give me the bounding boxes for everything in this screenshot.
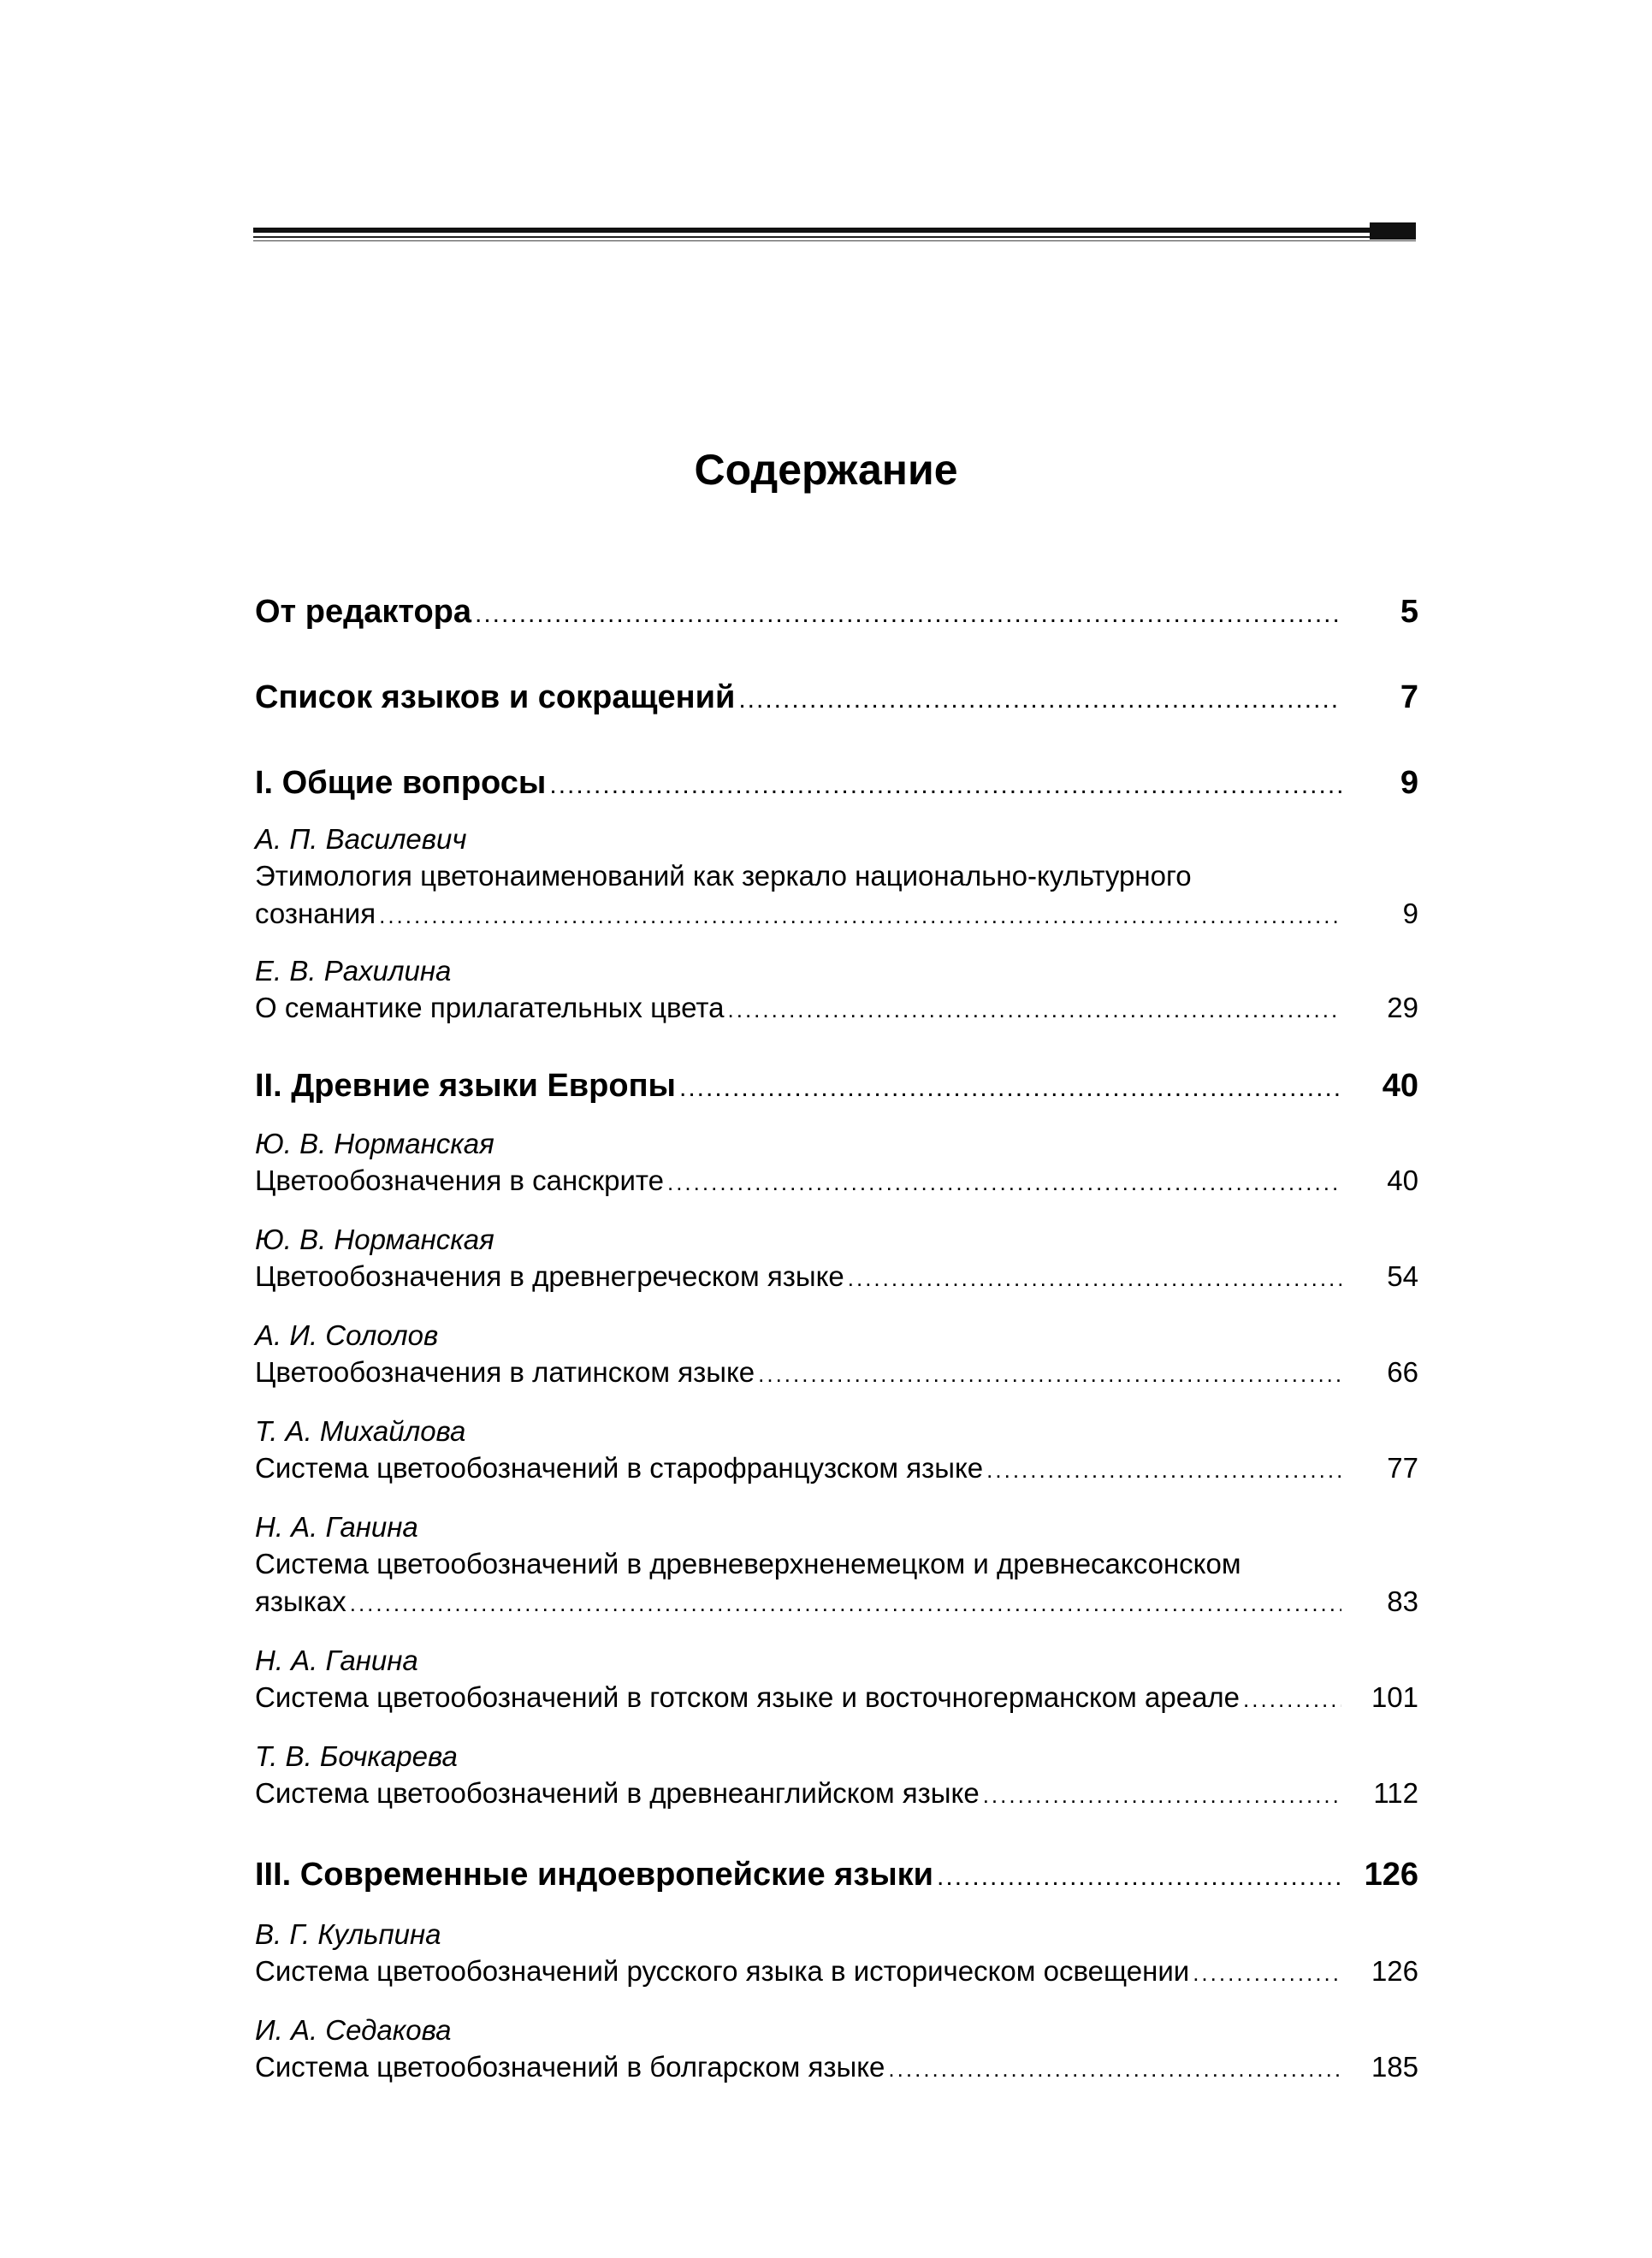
- article-title: Система цветообозначений русского языка в историческом освещении: [255, 1955, 1190, 1987]
- article-author: Н. А. Ганина: [255, 1645, 418, 1676]
- leader-dots: [549, 766, 1341, 805]
- article-title: Система цветообозначений в старофранцузском языке: [255, 1452, 984, 1484]
- page-number: 9: [1402, 898, 1418, 929]
- toc-article[interactable]: [255, 2012, 1418, 2088]
- toc-article[interactable]: [255, 1413, 1418, 1489]
- leader-dots: [475, 595, 1341, 634]
- section-label: От редактора: [255, 594, 472, 630]
- page-number: 54: [1387, 1260, 1418, 1292]
- article-author: Ю. В. Норманская: [255, 1128, 494, 1159]
- page-number: 40: [1382, 1068, 1418, 1104]
- article-title: сознания: [255, 898, 376, 929]
- toc-section[interactable]: [255, 592, 1418, 631]
- toc-section[interactable]: [255, 678, 1418, 717]
- toc-section[interactable]: [255, 1066, 1418, 1105]
- page-number: 40: [1387, 1165, 1418, 1196]
- page-title: Содержание: [694, 446, 958, 494]
- page-number: 7: [1400, 679, 1418, 715]
- leader-dots: [1243, 1680, 1341, 1718]
- toc-article[interactable]: [255, 821, 1418, 934]
- toc-section[interactable]: [255, 1855, 1418, 1894]
- toc-article[interactable]: [255, 1126, 1418, 1201]
- article-author: А. П. Василевич: [255, 823, 467, 855]
- article-title: Система цветообозначений в готском языке и восточногерманском ареале: [255, 1681, 1240, 1713]
- page-number: 77: [1387, 1452, 1418, 1484]
- section-label: Список языков и сокращений: [255, 679, 736, 715]
- leader-dots: [350, 1585, 1341, 1622]
- toc-article[interactable]: [255, 1222, 1418, 1297]
- article-author: Т. В. Бочкарева: [255, 1740, 458, 1772]
- article-title: О семантике прилагательных цвета: [255, 992, 725, 1023]
- article-author: Ю. В. Норманская: [255, 1224, 494, 1255]
- article-title: языках: [255, 1585, 346, 1617]
- section-label: II. Древние языки Европы: [255, 1068, 676, 1104]
- page-number: 185: [1371, 2051, 1418, 2083]
- article-title: Цветообозначения в латинском языке: [255, 1356, 755, 1388]
- article-title: Система цветообозначений в болгарском языке: [255, 2051, 885, 2083]
- article-author: Н. А. Ганина: [255, 1511, 418, 1543]
- leader-dots: [758, 1355, 1341, 1393]
- leader-dots: [379, 897, 1341, 934]
- header-rule: [253, 222, 1416, 245]
- leader-dots: [983, 1776, 1341, 1814]
- leader-dots: [1193, 1954, 1341, 1992]
- article-author: Е. В. Рахилина: [255, 955, 452, 987]
- page-number: 83: [1387, 1585, 1418, 1617]
- leader-dots: [667, 1164, 1341, 1201]
- toc-section[interactable]: [255, 763, 1418, 803]
- article-title-line: Этимология цветонаименований как зеркало национально-культурного: [255, 860, 1192, 892]
- section-label: I. Общие вопросы: [255, 765, 547, 801]
- page-number: 126: [1364, 1857, 1418, 1893]
- leader-dots: [679, 1069, 1341, 1108]
- page-number: 29: [1387, 992, 1418, 1023]
- leader-dots: [738, 680, 1341, 720]
- toc-article[interactable]: [255, 1643, 1418, 1718]
- toc-article[interactable]: [255, 1917, 1418, 1992]
- page-number: 126: [1371, 1955, 1418, 1987]
- article-title: Система цветообозначений в древнеанглийском языке: [255, 1777, 980, 1809]
- leader-dots: [986, 1451, 1341, 1489]
- page-number: 9: [1400, 765, 1418, 801]
- toc-article[interactable]: [255, 953, 1418, 1028]
- article-author: И. А. Седакова: [255, 2014, 452, 2046]
- section-label: III. Современные индоевропейские языки: [255, 1857, 934, 1893]
- page-number: 112: [1373, 1777, 1418, 1809]
- leader-dots: [728, 991, 1341, 1028]
- toc-article[interactable]: [255, 1318, 1418, 1393]
- page-number: 101: [1371, 1681, 1418, 1713]
- article-title: Цветообозначения в древнегреческом языке: [255, 1260, 844, 1292]
- article-author: А. И. Сололов: [255, 1319, 439, 1351]
- article-title: Цветообозначения в санскрите: [255, 1165, 664, 1196]
- leader-dots: [937, 1858, 1341, 1897]
- article-author: Т. А. Михайлова: [255, 1415, 466, 1447]
- article-author: В. Г. Кульпина: [255, 1918, 441, 1950]
- page-number: 5: [1400, 594, 1418, 630]
- page-number: 66: [1387, 1356, 1418, 1388]
- toc-article[interactable]: [255, 1739, 1418, 1814]
- article-title-line: Система цветообозначений в древневерхненемецком и древнесаксонском: [255, 1548, 1241, 1579]
- leader-dots: [848, 1259, 1341, 1297]
- toc-article[interactable]: [255, 1509, 1418, 1622]
- leader-dots: [888, 2050, 1341, 2088]
